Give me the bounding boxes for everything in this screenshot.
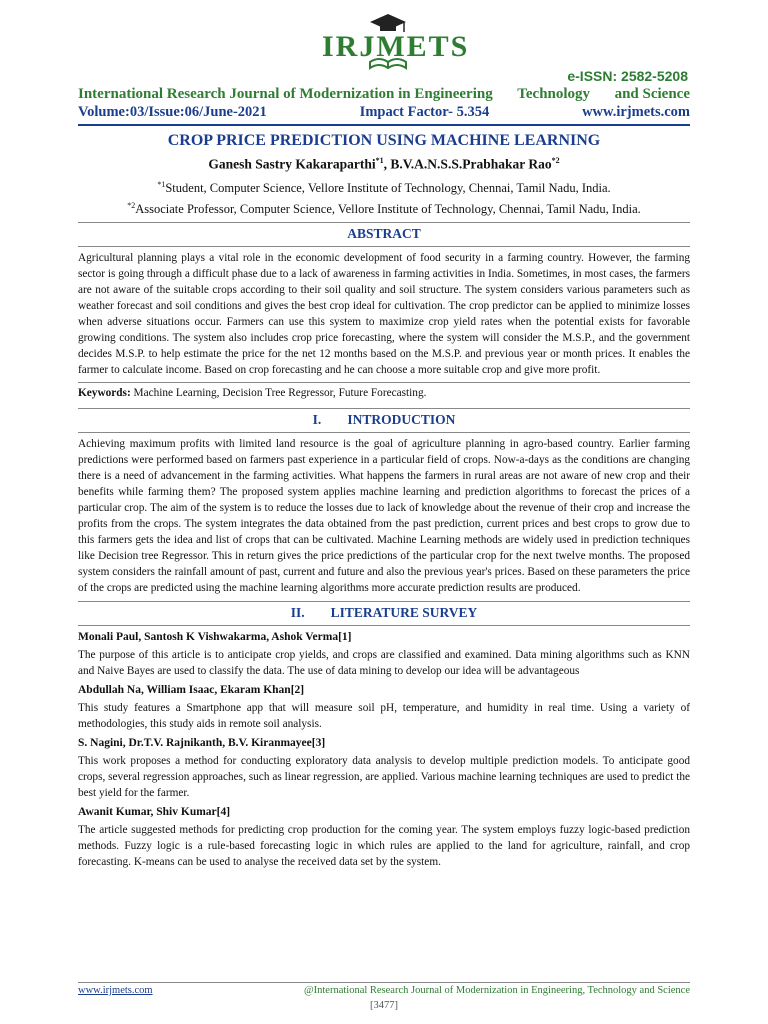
page-number: [3477] <box>370 1000 398 1011</box>
author-1-sup: *1 <box>375 156 384 165</box>
abstract-heading: ABSTRACT <box>78 222 690 247</box>
abstract-text: Agricultural planning plays a vital role in the economic development of food security in a farming country. However, the farming sector is going through a difficult phase due to a lack of awareness in farming activities in India. Sometimes, in most cases, the farmers are not aware of the suitable crops according to their soil quality and soil structure. The system considers various parameters such as weather forecast and soil conditions and gives the best crop ideal for cultivation. The crop predictor can be applied to minimize losses when adverse situations occur. Farmers can use this system to maximize crop yield rates when the potential exists for favorable growing conditions. The system also includes crop price forecasting, where the system will consider the M.S.P., and the government decides M.S.P. to help estimate the price for the net 12 months based on the M.S.P. and previous year or month prices. It enables the farmer to calculate income. Based on crop forecasting and he can choose a more suitable crop and give more profit. <box>78 251 690 377</box>
header-divider <box>78 124 690 126</box>
footer-website-link[interactable]: www.irjmets.com <box>78 985 153 996</box>
reference-1-authors: Monali Paul, Santosh K Vishwakarma, Ashok Verma[1] <box>78 630 352 643</box>
journal-name <box>78 86 690 103</box>
affiliation-1-text: Student, Computer Science, Vellore Institute of Technology, Chennai, Tamil Nadu, India. <box>165 180 611 195</box>
paper-title: CROP PRICE PREDICTION USING MACHINE LEARNING <box>167 132 601 149</box>
reference-1-text: The purpose of this article is to anticipate crop yields, and crops are classified and examined. Data mining algorithms such as KNN and Naive Bayes are used to classify the data. The use of data mining to develop our idea will be advantageous <box>78 648 690 677</box>
footer-copyright: @International Research Journal of Modernization in Engineering, Technology and Science <box>303 985 690 996</box>
paper-authors <box>78 156 690 173</box>
affiliation-2 <box>78 201 690 217</box>
introduction-number: I. <box>312 411 322 427</box>
keywords <box>78 382 690 404</box>
eissn: e-ISSN: 2582-5208 <box>567 68 688 84</box>
paper-content <box>78 130 690 870</box>
literature-title: LITERATURE SURVEY <box>330 604 478 620</box>
keywords-label: Keywords: <box>78 386 131 399</box>
reference-3-text: This work proposes a method for conducting exploratory data analysis to develop multiple prediction models. To anticipate good crops, several regression approaches, such as linear regression, are applied. Various machine learning techniques are used to predict the best yield for the farmer. <box>78 754 690 800</box>
introduction-text: Achieving maximum profits with limited land resource is the goal of agriculture planning in agro-based country. Earlier farming predictions were performed based on farmers past experience in a particular field of crops. Now-a-days as the conditions are changing there is a need of advancement in the farming activities. What happens the farmers in rural areas are not aware of new crop and their benefits while farming them? The proposed system applies machine learning and prediction algorithms to forecast the prices of a particular crop. The aim of the system is to reduce the losses due to lack of knowledge about the revenue of their crop and increase the profits from the crops. The system integrates the data obtained from the past prediction, current prices and best crops to grow due to this farmers gets the idea and list of crops that can be cultivated. Machine Learning methods are widely used in prediction techniques like Decision tree Regressor. This in return gives the price predictions of the particular crop for the next twelve months. The proposed system considers the rainfall amount of past, current and future and also the previous year's prices. Based on these parameters the price of the crops are predicted using the machine learning algorithms more accurate prediction results are produced. <box>78 437 690 595</box>
footer <box>78 985 690 996</box>
introduction-title: INTRODUCTION <box>347 411 456 427</box>
author-2-sup: *2 <box>551 156 560 165</box>
author-1: Ganesh Sastry Kakaraparthi <box>208 156 376 172</box>
affiliation-1-sup: *1 <box>157 179 166 189</box>
header-website[interactable]: www.irjmets.com <box>582 104 690 120</box>
journal-name-part2: Technology <box>517 86 591 102</box>
literature-heading <box>78 601 690 626</box>
affiliation-2-sup: *2 <box>127 200 136 210</box>
keywords-text: Machine Learning, Decision Tree Regressor, Future Forecasting. <box>133 386 427 399</box>
volume-line <box>78 104 690 121</box>
logo-text: IRJMETS <box>322 30 470 63</box>
introduction-heading <box>78 408 690 433</box>
journal-name-part3: and Science <box>614 86 690 102</box>
literature-number: II. <box>290 604 305 620</box>
volume-info: Volume:03/Issue:06/June-2021 <box>78 104 267 120</box>
author-2: B.V.A.N.S.S.Prabhakar Rao <box>390 156 552 172</box>
impact-factor: Impact Factor- 5.354 <box>359 104 490 120</box>
journal-name-part1: International Research Journal of Modernization in Engineering <box>78 86 493 102</box>
reference-4-text: The article suggested methods for predicting crop production for the coming year. The system employs fuzzy logic-based prediction methods. Fuzzy logic is a rule-based forecasting logic in which rules are applied to the land for agriculture, rainfall, and crop forecasting. K-means can be used to analyse the received data set by the system. <box>78 824 690 869</box>
author-separator: , <box>383 156 391 172</box>
footer-divider <box>78 982 690 983</box>
affiliation-1 <box>78 180 690 196</box>
reference-4-authors: Awanit Kumar, Shiv Kumar[4] <box>78 806 231 819</box>
affiliation-2-text: Associate Professor, Computer Science, Vellore Institute of Technology, Chennai, Tamil Nadu, India. <box>135 201 641 216</box>
reference-2-authors: Abdullah Na, William Isaac, Ekaram Khan[2] <box>78 683 305 696</box>
reference-2-text: This study features a Smartphone app that will measure soil pH, temperature, and humidity in real time. Using a variety of methodologies, this study aids in remote soil analysis. <box>78 701 690 730</box>
reference-3-authors: S. Nagini, Dr.T.V. Rajnikanth, B.V. Kiranmayee[3] <box>78 736 326 749</box>
